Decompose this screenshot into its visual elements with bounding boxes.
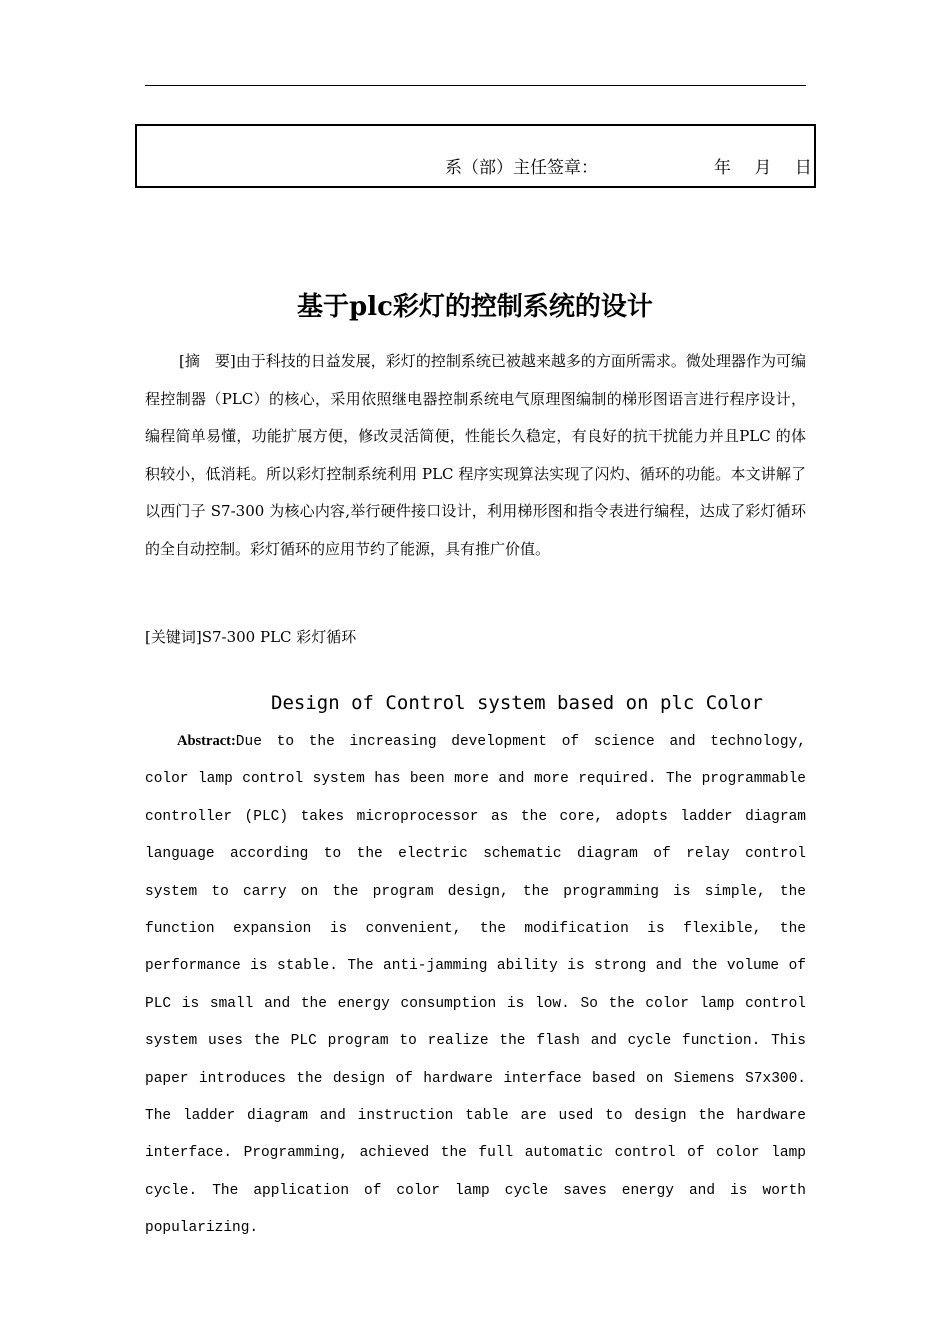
- chinese-title: 基于plc彩灯的控制系统的设计: [297, 292, 653, 322]
- date-day: 日: [794, 158, 812, 178]
- chinese-abstract-body: 由于科技的日益发展，彩灯的控制系统已被越来越多的方面所需求。微处理器作为可编程控制器（PLC）的核心，采用依照继电器控制系统电气原理图编制的梯形图语言进行程序设计，编程简单易懂，功能扩展方便，修改灵活简便，性能长久稳定，有良好的抗干扰能力并且PLC 的体积较小，低消耗。所以彩灯控制系统利用 PLC 程序实现算法实现了闪灼、循环的功能。本文讲解了以西门子 S7-300 为核心内容,举行硬件接口设计，利用梯形图和指令表进行编程，达成了彩灯循环的全自动控制。彩灯循环的应用节约了能源，具有推广价值。: [145, 352, 806, 558]
- signature-date: [714, 153, 812, 178]
- signature-box: [135, 124, 816, 188]
- chinese-abstract: [145, 343, 806, 568]
- english-abstract: [145, 723, 806, 1248]
- english-title: Design of Control system based on plc Color: [271, 692, 763, 714]
- chinese-abstract-tag: [摘 要]: [179, 352, 236, 370]
- english-abstract-body: Due to the increasing development of science and technology, color lamp control system has been more and more required. The programmable controller (PLC) takes microprocessor as the core, adopts ladder diagram language according to the electric schematic diagram of relay control system to carry on the program design, the programming is simple, the function expansion is convenient, the modification is flexible, the performance is stable. The anti-jamming ability is strong and the volume of PLC is small and the energy consumption is low. So the color lamp control system uses the PLC program to realize the flash and cycle function. This paper introduces the design of hardware interface based on Siemens S7x300. The ladder diagram and instruction table are used to design the hardware interface. Programming, achieved the full automatic control of color lamp cycle. The application of color lamp cycle saves energy and is worth popularizing.: [145, 734, 806, 1237]
- header-rule: [145, 85, 806, 86]
- chinese-keywords: [关键词]S7-300 PLC 彩灯循环: [145, 628, 357, 646]
- signature-label: 系（部）主任签章：: [445, 158, 598, 178]
- english-abstract-lead: Abstract:: [177, 733, 236, 749]
- date-month: 月: [754, 158, 772, 178]
- date-year: 年: [714, 158, 731, 178]
